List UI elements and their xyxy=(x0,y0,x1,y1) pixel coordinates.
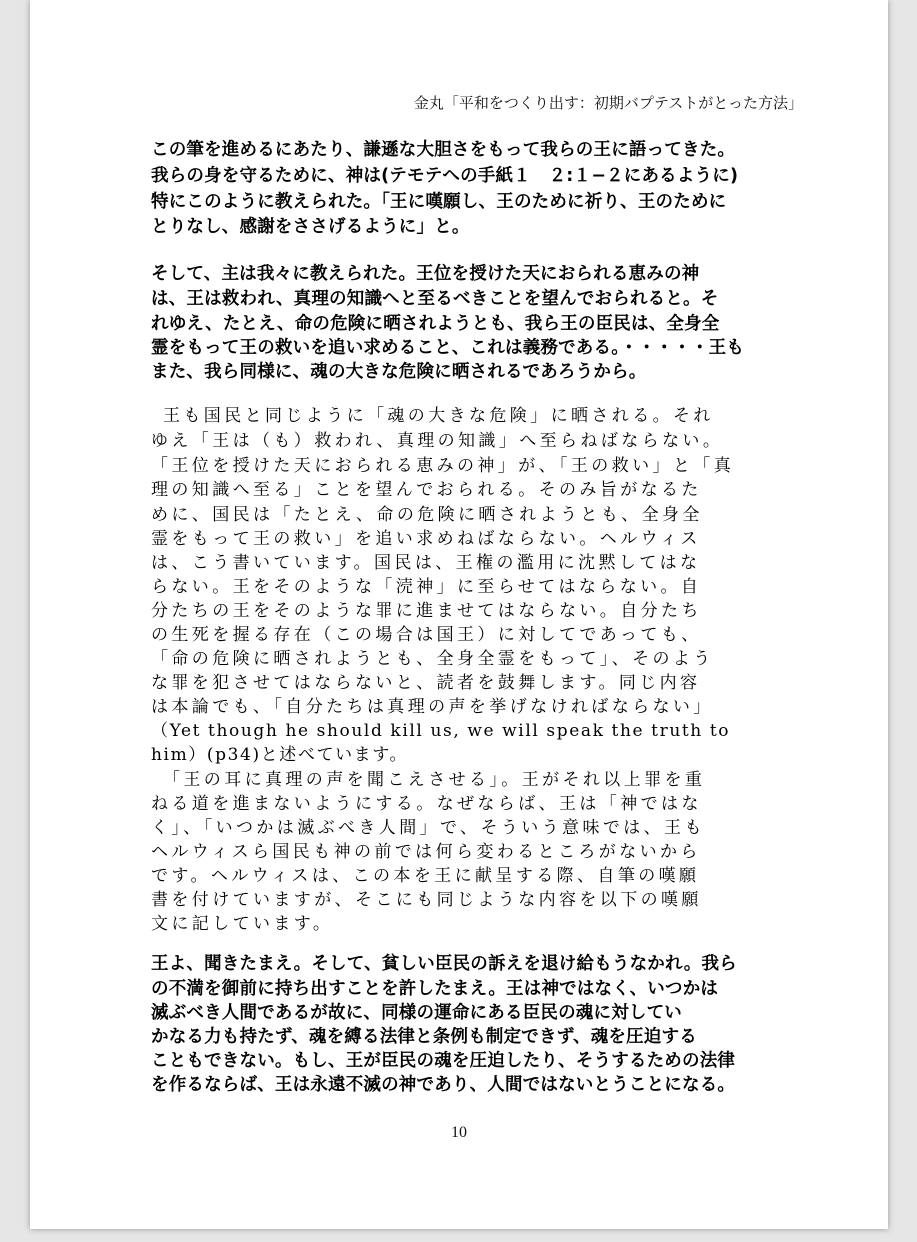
paragraph-3-line: 王も国民と同じように「魂の大きな危険」に晒される。それ xyxy=(163,406,714,426)
paragraph-4-line: 文に記しています。 xyxy=(151,914,334,934)
paragraph-5-line: かなる力も持たず、魂を縛る法律と条例も制定できず、魂を圧迫する xyxy=(151,1027,697,1047)
paragraph-3-line: らない。王をそのような「涜神」に至らせてはならない。自 xyxy=(151,577,702,597)
paragraph-3-line: 「王位を授けた天におられる恵みの神」が、「王の救い」と「真 xyxy=(151,456,735,476)
paragraph-5-line: の不満を御前に持ち出すことを許したまえ。王は神ではなく、いつかは xyxy=(151,979,719,999)
paragraph-1-line: この筆を進めるにあたり、謙遜な大胆さをもって我らの王に語ってきた。 xyxy=(151,140,736,160)
paragraph-3-line: の生死を握る存在（この場合は国王）に対してであっても、 xyxy=(151,625,702,645)
paragraph-5-line: を作るならば、王は永遠不滅の神であり、人間ではないとうことになる。 xyxy=(151,1075,736,1095)
paragraph-3-line: めに、国民は「たとえ、命の危険に晒されようとも、全身全 xyxy=(151,505,703,525)
paragraph-3-line: ゆえ「王は（も）救われ、真理の知識」へ至らねばならない。 xyxy=(151,431,724,451)
paragraph-4-line: ヘルウィスら国民も神の前では何ら変わるところがないから xyxy=(151,842,701,862)
paragraph-4-line: く」、「いつかは滅ぶべき人間」で、そういう意味では、王も xyxy=(151,818,705,838)
paragraph-3-line: は本論でも、「自分たちは真理の声を挙げなければならない」 xyxy=(151,697,714,717)
paragraph-3-line: な罪を犯させてはならないと、読者を鼓舞します。同じ内容 xyxy=(151,673,701,693)
paragraph-2-line: そして、主は我々に教えられた。王位を授けた天におられる恵みの神 xyxy=(151,264,700,284)
paragraph-5-line: こともできない。もし、王が臣民の魂を圧迫したり、そうするための法律 xyxy=(151,1051,736,1071)
paragraph-5-line: 滅ぶべき人間であるが故に、同様の運命にある臣民の魂に対してい xyxy=(151,1003,682,1023)
paragraph-2-line: また、我ら同様に、魂の大きな危険に晒されるであろうから。 xyxy=(151,362,647,382)
paragraph-4-line: 書を付けていますが、そこにも同じような内容を以下の嘆願 xyxy=(151,890,702,910)
paragraph-3-line: は、こう書いています。国民は、王権の濫用に沈黙してはな xyxy=(151,553,701,573)
paragraph-2-line: 霊をもって王の救いを追い求めること、これは義務である。・・・・・王も xyxy=(151,338,745,358)
paragraph-3-line: 理の知識へ至る」ことを望んでおられる。そのみ旨がなるた xyxy=(151,480,702,500)
paragraph-4-line: ねる道を進まないようにする。なぜならば、王は「神ではな xyxy=(151,794,702,814)
document-page xyxy=(30,0,888,1229)
paragraph-3-line: him）(p34)と述べています。 xyxy=(151,745,409,765)
paragraph-4-line: 「王の耳に真理の声を聞こえさせる」。王がそれ以上罪を重 xyxy=(163,770,706,790)
paragraph-3-line: 「命の危険に晒されようとも、全身全霊をもって」、そのよう xyxy=(151,649,714,669)
paragraph-3-line: （Yet though he should kill us, we will speak the truth to xyxy=(151,721,731,741)
paragraph-3-line: 分たちの王をそのような罪に進ませてはならない。自分たち xyxy=(151,601,702,621)
page-number: 10 xyxy=(451,1124,467,1141)
paragraph-2-line: は、王は救われ、真理の知識へと至るべきことを望んでおられると。そ xyxy=(151,289,719,309)
paragraph-1-line: とりなし、感謝をささげるように」と。 xyxy=(151,217,470,237)
paragraph-3-line: 霊をもって王の救い」を追い求めねばならない。ヘルウィス xyxy=(151,529,701,549)
paragraph-2-line: れゆえ、たとえ、命の危険に晒されようとも、我ら王の臣民は、全身全 xyxy=(151,314,720,334)
paragraph-1-line: 特にこのように教えられた。「王に嘆願し、王のために祈り、王のために xyxy=(151,192,727,212)
running-header: 金丸「平和をつくり出す：初期バプテストがとった方法」 xyxy=(413,94,803,112)
paragraph-5-line: 王よ、聞きたまえ。そして、貧しい臣民の訴えを退け給もうなかれ。我ら xyxy=(151,954,737,974)
paragraph-4-line: です。ヘルウィスは、この本を王に献呈する際、自筆の嘆願 xyxy=(151,866,700,886)
paragraph-1-line: 我らの身を守るために、神は(テモテへの手紙１ ２:１−２にあるように) xyxy=(151,166,739,186)
